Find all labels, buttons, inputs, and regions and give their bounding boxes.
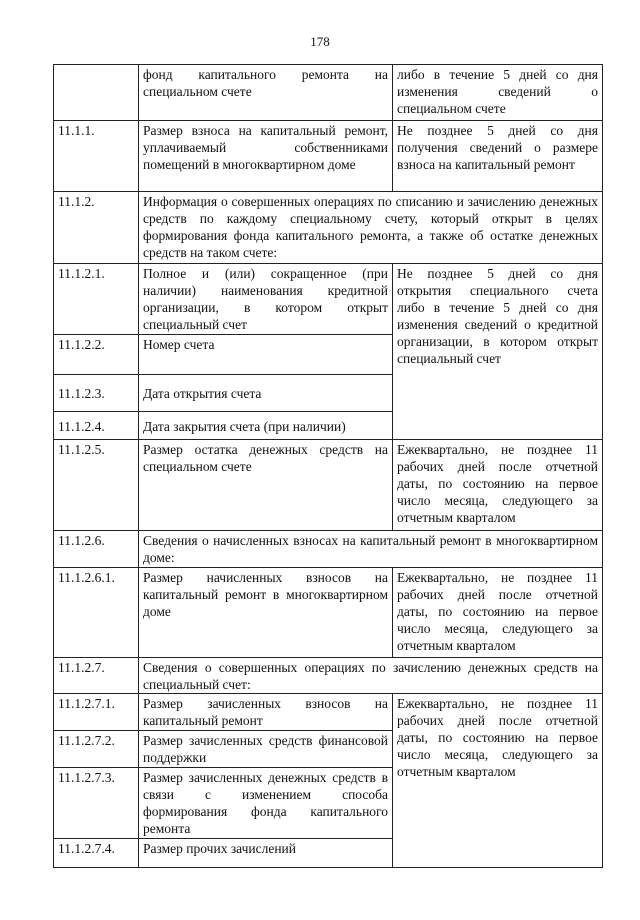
row-deadline: либо в течение 5 дней со дня изменения сведений о специальном счете [393,65,603,121]
row-number: 11.1.2.7.1. [54,694,139,731]
row-description: фонд капитального ремонта на специальном счете [139,65,393,121]
row-deadline: Ежеквартально, не позднее 11 рабочих дней после отчетной даты, по состоянию на первое число месяца, следующего за отчетным кварталом [393,440,603,531]
row-number: 11.1.2.5. [54,440,139,531]
row-deadline: Ежеквартально, не позднее 11 рабочих дней после отчетной даты, по состоянию на первое число месяца, следующего за отчетным кварталом [393,568,603,658]
table-row [54,694,603,731]
table-row [54,658,603,694]
table-row [54,121,603,192]
row-number: 11.1.2.6. [54,531,139,568]
row-description: Размер зачисленных взносов на капитальный ремонт [139,694,393,731]
document-table [53,64,603,868]
row-deadline: Не позднее 5 дней со дня получения сведений о размере взноса на капитальный ремонт [393,121,603,192]
row-description: Сведения о начисленных взносах на капитальный ремонт в многоквартирном доме: [139,531,603,568]
page-number: 178 [310,34,330,49]
row-description: Размер начисленных взносов на капитальный ремонт в многоквартирном доме [139,568,393,658]
row-description: Размер зачисленных денежных средств в связи с изменением способа формирования фонда капитального ремонта [139,768,393,839]
table-row [54,192,603,264]
row-number: 11.1.2.2. [54,335,139,375]
table-row [54,568,603,658]
row-number: 11.1.2.7.2. [54,731,139,768]
row-number: 11.1.1. [54,121,139,192]
row-number: 11.1.2.3. [54,375,139,412]
row-number: 11.1.2.7.3. [54,768,139,839]
row-number: 11.1.2.1. [54,264,139,335]
table-row [54,531,603,568]
row-number: 11.1.2.4. [54,412,139,440]
row-description: Размер зачисленных средств финансовой поддержки [139,731,393,768]
row-deadline: Не позднее 5 дней со дня открытия специального счета либо в течение 5 дней со дня изменения сведений о кредитной организации, в котором открыт специальный счет [393,264,603,440]
row-description: Информация о совершенных операциях по списанию и зачислению денежных средств по каждому специальному счету, который открыт в целях формирования фонда капитального ремонта, а также об остатке денежных средств на таком счете: [139,192,603,264]
row-description: Размер остатка денежных средств на специальном счете [139,440,393,531]
row-description: Дата открытия счета [139,375,393,412]
row-number [54,65,139,121]
row-description: Размер взноса на капитальный ремонт, уплачиваемый собственниками помещений в многоквартирном доме [139,121,393,192]
row-description: Номер счета [139,335,393,375]
row-number: 11.1.2.7.4. [54,839,139,868]
table-row [54,264,603,335]
row-description: Полное и (или) сокращенное (при наличии) наименования кредитной организации, в котором открыт специальный счет [139,264,393,335]
row-description: Размер прочих зачислений [139,839,393,868]
row-number: 11.1.2.6.1. [54,568,139,658]
row-description: Сведения о совершенных операциях по зачислению денежных средств на специальный счет: [139,658,603,694]
table-row [54,65,603,121]
row-number: 11.1.2.7. [54,658,139,694]
table-row [54,440,603,531]
row-number: 11.1.2. [54,192,139,264]
row-description: Дата закрытия счета (при наличии) [139,412,393,440]
row-deadline: Ежеквартально, не позднее 11 рабочих дней после отчетной даты, по состоянию на первое число месяца, следующего за отчетным кварталом [393,694,603,868]
